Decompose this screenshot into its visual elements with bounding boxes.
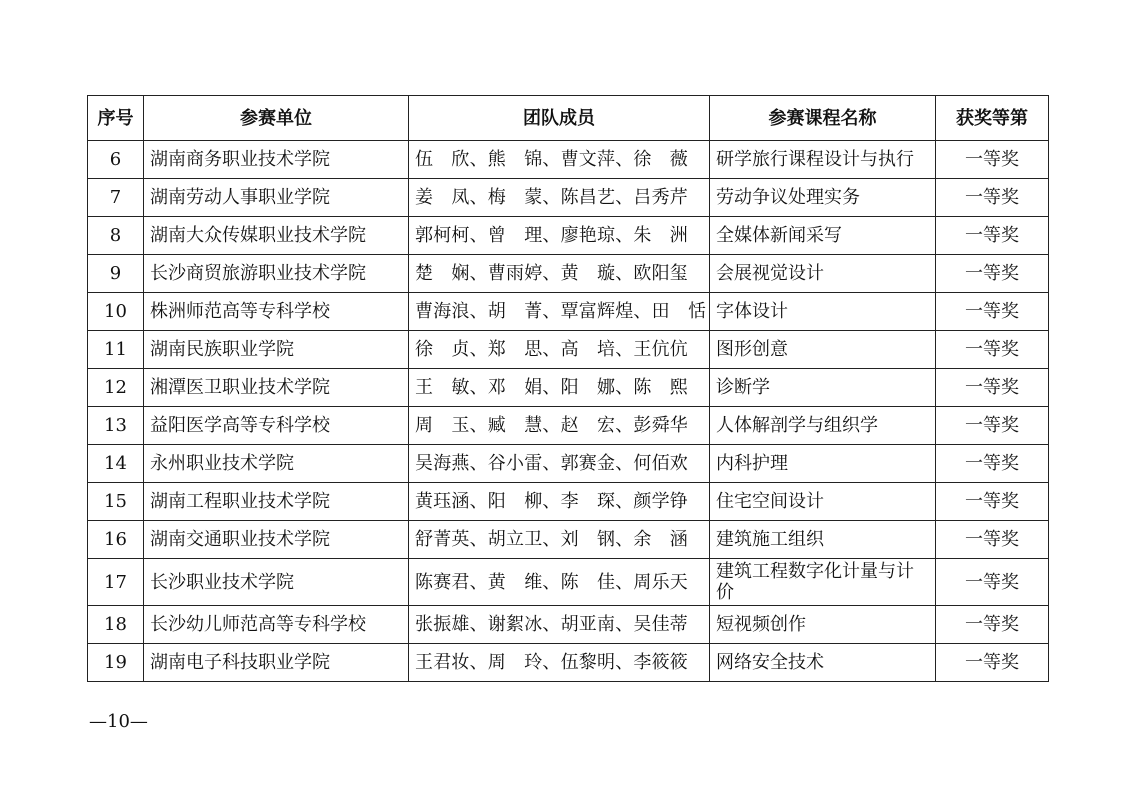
page-number: —10— <box>89 711 148 732</box>
members-cell: 王君妆、周 玲、伍黎明、李筱筱 <box>409 644 710 682</box>
members-cell: 陈赛君、黄 维、陈 佳、周乐天 <box>409 559 710 606</box>
course-cell: 劳动争议处理实务 <box>710 179 936 217</box>
members-cell: 周 玉、臧 慧、赵 宏、彭舜华 <box>409 407 710 445</box>
unit-cell: 益阳医学高等专科学校 <box>144 407 409 445</box>
serial-number-cell: 15 <box>88 483 144 521</box>
unit-cell: 永州职业技术学院 <box>144 445 409 483</box>
unit-cell: 湖南劳动人事职业学院 <box>144 179 409 217</box>
award-cell: 一等奖 <box>936 179 1049 217</box>
award-cell: 一等奖 <box>936 521 1049 559</box>
award-cell: 一等奖 <box>936 331 1049 369</box>
serial-number-cell: 18 <box>88 606 144 644</box>
unit-cell: 湖南商务职业技术学院 <box>144 141 409 179</box>
header-participating-unit: 参赛单位 <box>144 96 409 141</box>
header-award-level: 获奖等第 <box>936 96 1049 141</box>
serial-number-cell: 10 <box>88 293 144 331</box>
award-cell: 一等奖 <box>936 644 1049 682</box>
award-cell: 一等奖 <box>936 141 1049 179</box>
award-cell: 一等奖 <box>936 217 1049 255</box>
table-row <box>88 559 1049 606</box>
header-serial-number: 序号 <box>88 96 144 141</box>
serial-number-cell: 14 <box>88 445 144 483</box>
course-cell: 网络安全技术 <box>710 644 936 682</box>
table-row <box>88 141 1049 179</box>
course-cell: 建筑工程数字化计量与计价 <box>710 559 936 606</box>
members-cell: 伍 欣、熊 锦、曹文萍、徐 薇 <box>409 141 710 179</box>
unit-cell: 湖南大众传媒职业技术学院 <box>144 217 409 255</box>
unit-cell: 株洲师范高等专科学校 <box>144 293 409 331</box>
serial-number-cell: 8 <box>88 217 144 255</box>
award-cell: 一等奖 <box>936 445 1049 483</box>
serial-number-cell: 7 <box>88 179 144 217</box>
course-cell: 人体解剖学与组织学 <box>710 407 936 445</box>
table-row <box>88 179 1049 217</box>
course-cell: 会展视觉设计 <box>710 255 936 293</box>
serial-number-cell: 11 <box>88 331 144 369</box>
award-cell: 一等奖 <box>936 407 1049 445</box>
table-row <box>88 521 1049 559</box>
table-row <box>88 217 1049 255</box>
table-row <box>88 293 1049 331</box>
award-cell: 一等奖 <box>936 606 1049 644</box>
award-cell: 一等奖 <box>936 369 1049 407</box>
header-course-name: 参赛课程名称 <box>710 96 936 141</box>
serial-number-cell: 13 <box>88 407 144 445</box>
course-cell: 图形创意 <box>710 331 936 369</box>
members-cell: 吴海燕、谷小雷、郭赛金、何佰欢 <box>409 445 710 483</box>
award-cell: 一等奖 <box>936 559 1049 606</box>
members-cell: 曹海浪、胡 菁、覃富辉煌、田 恬 <box>409 293 710 331</box>
serial-number-cell: 12 <box>88 369 144 407</box>
course-cell: 住宅空间设计 <box>710 483 936 521</box>
members-cell: 郭柯柯、曾 理、廖艳琼、朱 洲 <box>409 217 710 255</box>
unit-cell: 湘潭医卫职业技术学院 <box>144 369 409 407</box>
course-cell: 研学旅行课程设计与执行 <box>710 141 936 179</box>
unit-cell: 湖南民族职业学院 <box>144 331 409 369</box>
members-cell: 王 敏、邓 娟、阳 娜、陈 熙 <box>409 369 710 407</box>
table-row <box>88 369 1049 407</box>
serial-number-cell: 19 <box>88 644 144 682</box>
unit-cell: 长沙职业技术学院 <box>144 559 409 606</box>
course-cell: 诊断学 <box>710 369 936 407</box>
unit-cell: 长沙商贸旅游职业技术学院 <box>144 255 409 293</box>
unit-cell: 湖南电子科技职业学院 <box>144 644 409 682</box>
unit-cell: 湖南交通职业技术学院 <box>144 521 409 559</box>
header-team-members: 团队成员 <box>409 96 710 141</box>
course-cell: 全媒体新闻采写 <box>710 217 936 255</box>
members-cell: 楚 娴、曹雨婷、黄 璇、欧阳玺 <box>409 255 710 293</box>
serial-number-cell: 6 <box>88 141 144 179</box>
members-cell: 徐 贞、郑 思、高 培、王伉伉 <box>409 331 710 369</box>
members-cell: 舒菁英、胡立卫、刘 钢、余 涵 <box>409 521 710 559</box>
members-cell: 黄珏涵、阳 柳、李 琛、颜学铮 <box>409 483 710 521</box>
table-row <box>88 407 1049 445</box>
table-row <box>88 606 1049 644</box>
table-row <box>88 483 1049 521</box>
award-cell: 一等奖 <box>936 255 1049 293</box>
award-cell: 一等奖 <box>936 293 1049 331</box>
table-header-row <box>88 96 1049 141</box>
members-cell: 姜 凤、梅 蒙、陈昌艺、吕秀芹 <box>409 179 710 217</box>
awards-table <box>87 95 1049 682</box>
serial-number-cell: 9 <box>88 255 144 293</box>
award-cell: 一等奖 <box>936 483 1049 521</box>
table-row <box>88 331 1049 369</box>
serial-number-cell: 17 <box>88 559 144 606</box>
course-cell: 短视频创作 <box>710 606 936 644</box>
table-row <box>88 445 1049 483</box>
course-cell: 建筑施工组织 <box>710 521 936 559</box>
table-body <box>88 141 1049 682</box>
members-cell: 张振雄、谢絮冰、胡亚南、吴佳蒂 <box>409 606 710 644</box>
unit-cell: 长沙幼儿师范高等专科学校 <box>144 606 409 644</box>
table-row <box>88 644 1049 682</box>
serial-number-cell: 16 <box>88 521 144 559</box>
course-cell: 字体设计 <box>710 293 936 331</box>
table-row <box>88 255 1049 293</box>
course-cell: 内科护理 <box>710 445 936 483</box>
unit-cell: 湖南工程职业技术学院 <box>144 483 409 521</box>
